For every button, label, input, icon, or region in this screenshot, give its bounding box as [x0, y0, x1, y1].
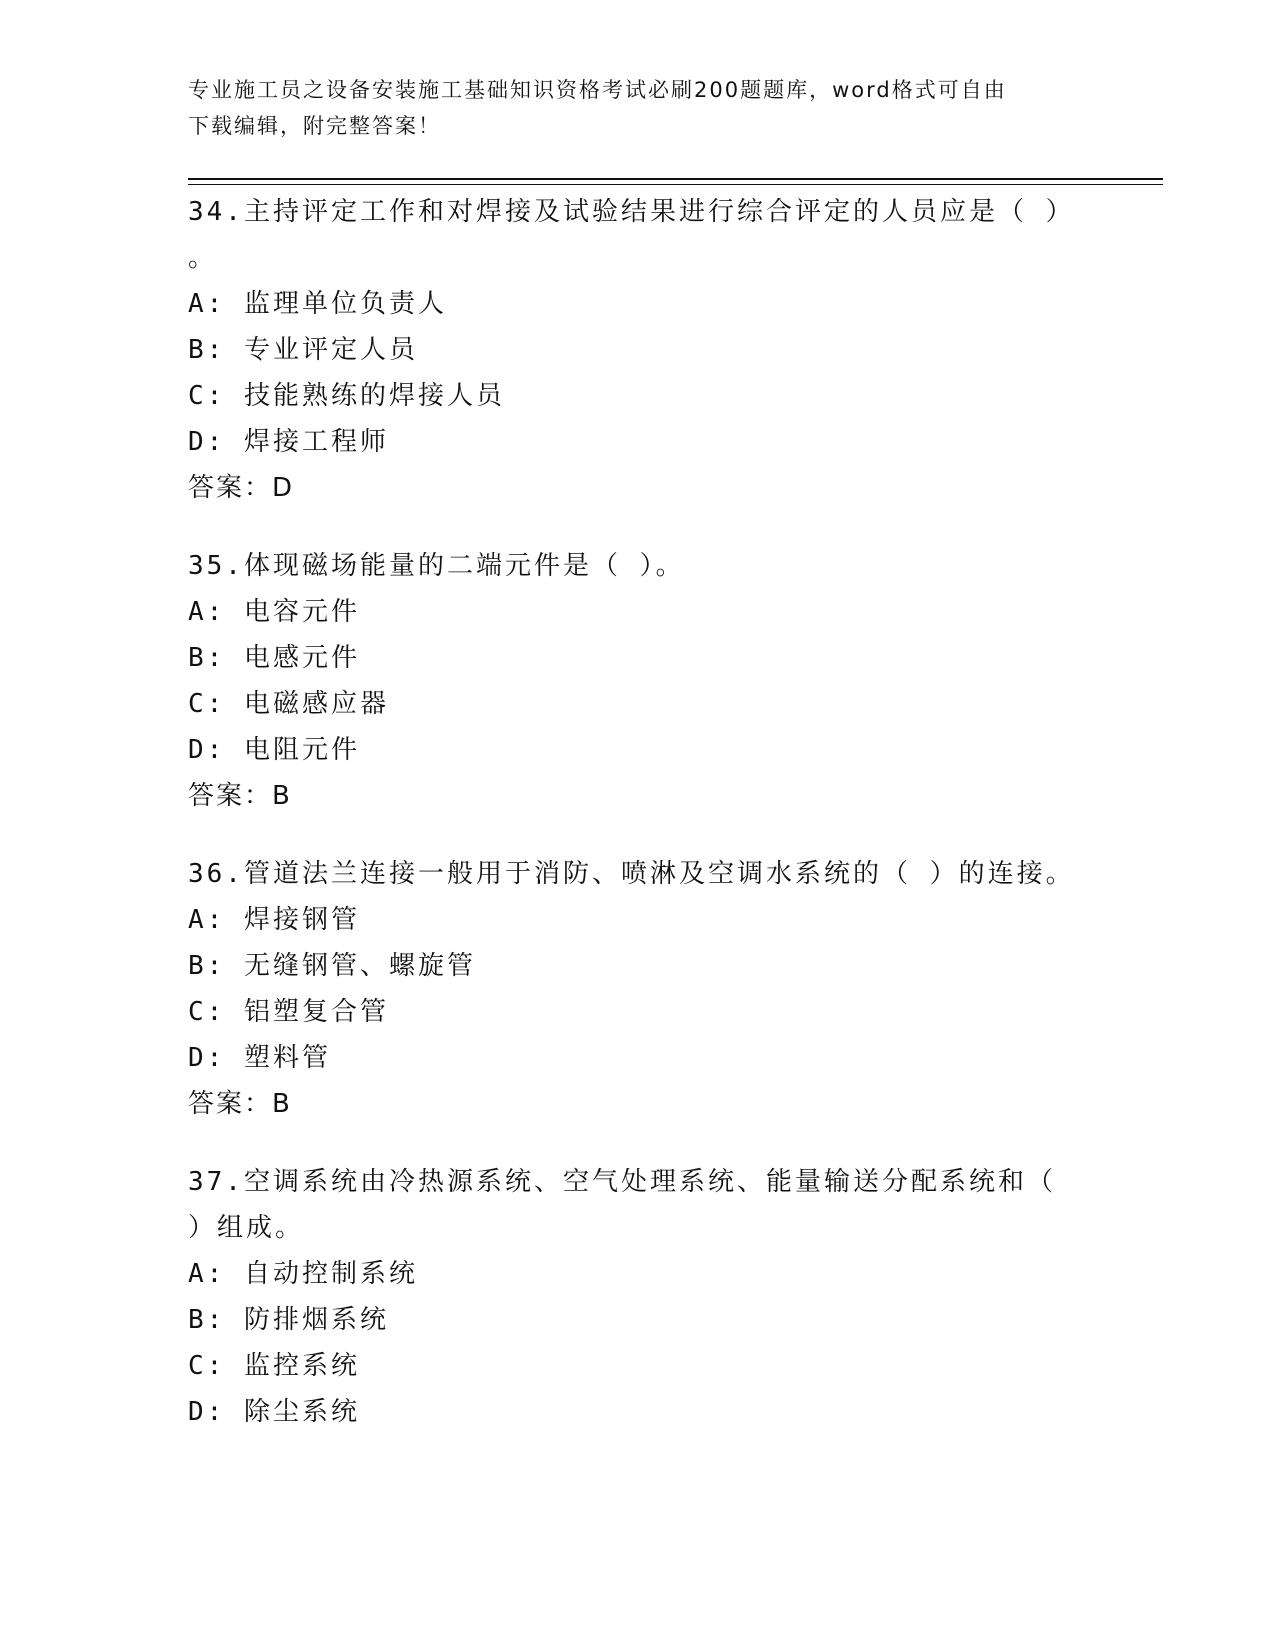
option-label: D: — [188, 427, 226, 457]
answer-line — [188, 465, 1088, 511]
option-b — [188, 943, 1088, 989]
option-b — [188, 635, 1088, 681]
question-text-continued: ）组成。 — [188, 1213, 305, 1243]
question-text: 管道法兰连接一般用于消防、喷淋及空调水系统的（ ）的连接。 — [243, 859, 1075, 889]
option-text: 自动控制系统 — [243, 1259, 418, 1289]
question-stem — [188, 543, 1088, 589]
question-text: 空调系统由冷热源系统、空气处理系统、能量输送分配系统和（ — [243, 1167, 1056, 1197]
option-a — [188, 281, 1088, 327]
question-34 — [188, 189, 1088, 511]
answer-label: 答案： — [188, 1089, 273, 1119]
answer-line — [188, 1081, 1088, 1127]
question-stem — [188, 189, 1088, 235]
question-text: 主持评定工作和对焊接及试验结果进行综合评定的人员应是（ ） — [243, 197, 1075, 227]
answer-value: D — [272, 473, 295, 503]
option-c — [188, 681, 1088, 727]
answer-value: B — [272, 1089, 292, 1119]
option-label: C: — [188, 1351, 226, 1381]
option-d — [188, 727, 1088, 773]
option-text: 电感元件 — [243, 643, 360, 673]
header-line-2: 下载编辑，附完整答案！ — [188, 114, 441, 138]
answer-label: 答案： — [188, 781, 273, 811]
question-37 — [188, 1159, 1088, 1435]
option-label: A: — [188, 1259, 226, 1289]
option-d — [188, 1035, 1088, 1081]
option-label: A: — [188, 289, 226, 319]
option-b — [188, 327, 1088, 373]
answer-line — [188, 773, 1088, 819]
question-text: 体现磁场能量的二端元件是（ ）。 — [243, 551, 685, 581]
option-text: 电容元件 — [243, 597, 360, 627]
option-a — [188, 897, 1088, 943]
option-text: 监控系统 — [243, 1351, 360, 1381]
option-c — [188, 1343, 1088, 1389]
option-b — [188, 1297, 1088, 1343]
question-stem — [188, 851, 1088, 897]
option-label: B: — [188, 951, 226, 981]
option-label: B: — [188, 643, 226, 673]
option-a — [188, 1251, 1088, 1297]
option-d — [188, 1389, 1088, 1435]
option-text: 铝塑复合管 — [243, 997, 389, 1027]
option-label: B: — [188, 335, 226, 365]
option-label: C: — [188, 997, 226, 1027]
answer-label: 答案： — [188, 473, 273, 503]
option-label: A: — [188, 597, 226, 627]
question-list — [188, 189, 1088, 1467]
option-label: D: — [188, 735, 226, 765]
option-text: 专业评定人员 — [243, 335, 418, 365]
answer-value: B — [272, 781, 292, 811]
question-stem — [188, 1159, 1088, 1205]
header-divider-thick — [188, 178, 1163, 180]
option-a — [188, 589, 1088, 635]
option-text: 除尘系统 — [243, 1397, 360, 1427]
option-text: 无缝钢管、螺旋管 — [243, 951, 476, 981]
option-text: 技能熟练的焊接人员 — [243, 381, 505, 411]
option-label: A: — [188, 905, 226, 935]
question-35 — [188, 543, 1088, 819]
question-36 — [188, 851, 1088, 1127]
question-number: 37. — [188, 1167, 244, 1197]
option-text: 电磁感应器 — [243, 689, 389, 719]
option-text: 电阻元件 — [243, 735, 360, 765]
option-label: C: — [188, 381, 226, 411]
header-line-1: 专业施工员之设备安装施工基础知识资格考试必刷200题题库，word格式可自由 — [188, 78, 1007, 102]
question-number: 34. — [188, 197, 244, 227]
question-text-continued: 。 — [188, 243, 218, 273]
option-label: C: — [188, 689, 226, 719]
option-text: 塑料管 — [243, 1043, 331, 1073]
option-c — [188, 989, 1088, 1035]
option-text: 监理单位负责人 — [243, 289, 447, 319]
option-text: 防排烟系统 — [243, 1305, 389, 1335]
option-text: 焊接工程师 — [243, 427, 389, 457]
header-divider-thin — [188, 184, 1163, 185]
option-label: D: — [188, 1397, 226, 1427]
option-label: B: — [188, 1305, 226, 1335]
option-c — [188, 373, 1088, 419]
question-number: 36. — [188, 859, 244, 889]
document-header — [188, 72, 1088, 144]
question-number: 35. — [188, 551, 244, 581]
option-d — [188, 419, 1088, 465]
option-label: D: — [188, 1043, 226, 1073]
option-text: 焊接钢管 — [243, 905, 360, 935]
